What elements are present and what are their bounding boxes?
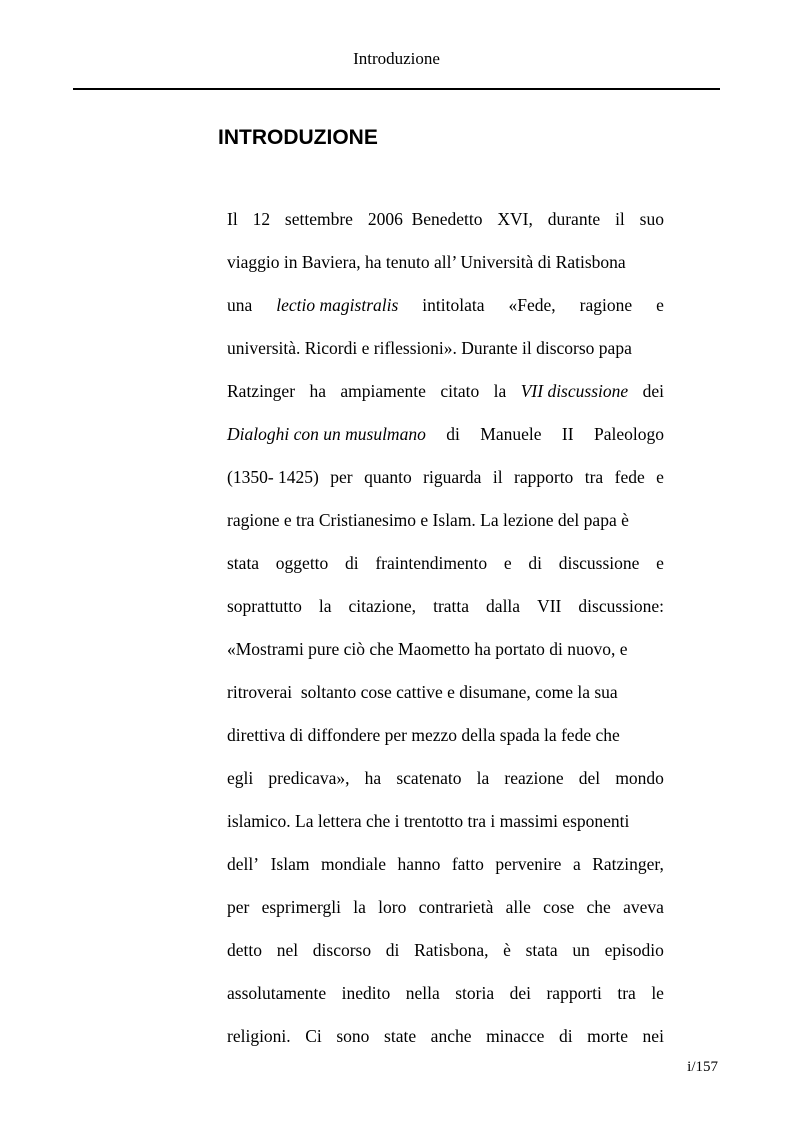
text-segment: loro	[378, 897, 407, 917]
text-line	[227, 370, 664, 413]
text-segment: 12	[252, 209, 271, 229]
text-segment: suo	[639, 209, 664, 229]
body-paragraph	[227, 198, 664, 1058]
text-segment: VII	[537, 596, 562, 616]
header-divider	[73, 88, 720, 90]
text-segment: che	[586, 897, 611, 917]
text-segment: discorso	[312, 940, 372, 960]
text-segment: citazione,	[348, 596, 417, 616]
text-segment: la	[318, 596, 332, 616]
text-segment: detto	[227, 940, 262, 960]
text-segment: ritroverai soltanto cose cattive e disumane, come la sua	[227, 682, 618, 702]
text-segment: discussione	[558, 553, 640, 573]
text-segment: mondiale	[320, 854, 387, 874]
text-segment: Paleologo	[593, 424, 664, 444]
text-segment: è	[503, 940, 511, 960]
text-segment: rapporti	[546, 983, 602, 1003]
text-segment: durante	[547, 209, 601, 229]
text-segment: Ratisbona,	[414, 940, 489, 960]
text-segment: nella	[405, 983, 440, 1003]
text-line	[227, 757, 664, 800]
text-segment: anche	[430, 1026, 472, 1046]
text-segment: Ratzinger	[227, 381, 296, 401]
text-segment: riguarda	[423, 467, 482, 487]
text-segment: reazione	[504, 768, 564, 788]
text-segment: mondo	[615, 768, 664, 788]
text-segment: esprimergli	[261, 897, 341, 917]
text-segment: ampiamente	[340, 381, 426, 401]
text-segment: «Fede,	[508, 295, 556, 315]
text-segment: di	[345, 553, 359, 573]
text-segment: e	[656, 295, 664, 315]
text-line	[227, 499, 664, 542]
chapter-title: INTRODUZIONE	[218, 126, 378, 149]
text-segment: islamico. La lettera che i trentotto tra i massimi esponenti	[227, 811, 630, 831]
text-segment: state	[384, 1026, 417, 1046]
text-line	[227, 542, 664, 585]
italic-text: lectio magistralis	[276, 295, 399, 315]
text-segment: stata	[227, 553, 260, 573]
text-line	[227, 413, 664, 456]
text-line	[227, 972, 664, 1015]
text-segment: e	[656, 553, 664, 573]
text-line	[227, 241, 664, 284]
text-segment: XVI,	[497, 209, 533, 229]
text-segment: predicava»,	[268, 768, 350, 788]
text-segment: ha	[309, 381, 326, 401]
text-segment: quanto	[364, 467, 412, 487]
text-line	[227, 714, 664, 757]
text-segment: la	[476, 768, 490, 788]
text-segment: settembre	[284, 209, 353, 229]
text-segment: ha	[364, 768, 382, 788]
text-segment: fatto	[451, 854, 484, 874]
text-segment: dei	[509, 983, 531, 1003]
text-segment: egli	[227, 768, 254, 788]
text-segment: 2006 Benedetto	[367, 209, 483, 229]
text-segment: (1350- 1425)	[227, 467, 319, 487]
text-segment: II	[561, 424, 574, 444]
text-segment: tratta	[433, 596, 470, 616]
text-segment: inedito	[341, 983, 391, 1003]
text-segment: Il	[227, 209, 238, 229]
running-header: Introduzione	[353, 49, 440, 68]
text-segment: e	[656, 467, 664, 487]
text-segment: alle	[505, 897, 531, 917]
text-segment: ragione	[579, 295, 633, 315]
text-segment: del	[578, 768, 601, 788]
text-segment: e	[503, 553, 512, 573]
text-segment: dell’	[227, 854, 260, 874]
text-segment: storia	[455, 983, 495, 1003]
text-line	[227, 456, 664, 499]
text-segment: citato	[440, 381, 480, 401]
text-segment: «Mostrami pure ciò che Maometto ha portato di nuovo, e	[227, 639, 628, 659]
text-segment: oggetto	[275, 553, 329, 573]
text-segment: dalla	[486, 596, 521, 616]
text-segment: a	[572, 854, 581, 874]
text-line	[227, 843, 664, 886]
text-segment: direttiva di diffondere per mezzo della spada la fede che	[227, 725, 620, 745]
text-segment: discussione:	[578, 596, 664, 616]
text-segment: fraintendimento	[375, 553, 488, 573]
text-segment: di	[558, 1026, 573, 1046]
text-segment: viaggio in Baviera, ha tenuto all’ Università di Ratisbona	[227, 252, 626, 272]
text-segment: per	[330, 467, 353, 487]
text-segment: scatenato	[396, 768, 462, 788]
text-segment: un	[572, 940, 590, 960]
text-line	[227, 284, 664, 327]
text-line	[227, 929, 664, 972]
text-segment: ragione e tra Cristianesimo e Islam. La lezione del papa è	[227, 510, 629, 530]
text-segment: religioni.	[227, 1026, 291, 1046]
text-segment: pervenire	[495, 854, 562, 874]
text-segment: fede	[614, 467, 645, 487]
text-segment: il	[615, 209, 625, 229]
text-line	[227, 1015, 664, 1058]
italic-text: VII discussione	[520, 381, 629, 401]
page-number: i/157	[687, 1059, 718, 1075]
text-segment: sono	[336, 1026, 370, 1046]
text-line	[227, 198, 664, 241]
text-segment: dei	[642, 381, 664, 401]
text-segment: la	[353, 897, 366, 917]
text-line	[227, 800, 664, 843]
text-segment: le	[651, 983, 664, 1003]
text-segment: Ratzinger,	[592, 854, 664, 874]
text-segment: aveva	[623, 897, 664, 917]
text-segment: morte	[587, 1026, 628, 1046]
text-segment: hanno	[397, 854, 441, 874]
text-segment: nei	[642, 1026, 664, 1046]
text-line	[227, 886, 664, 929]
text-line	[227, 585, 664, 628]
text-segment: il	[492, 467, 503, 487]
text-line	[227, 628, 664, 671]
text-segment: rapporto	[514, 467, 574, 487]
text-segment: stata	[525, 940, 558, 960]
text-segment: episodio	[604, 940, 664, 960]
text-segment: università. Ricordi e riflessioni». Durante il discorso papa	[227, 338, 632, 358]
text-segment: la	[493, 381, 507, 401]
text-segment: di	[528, 553, 542, 573]
text-segment: minacce	[486, 1026, 545, 1046]
text-segment: Ci	[305, 1026, 322, 1046]
text-segment: nel	[276, 940, 299, 960]
italic-text: Dialoghi con un musulmano	[227, 424, 426, 444]
text-segment: di	[446, 424, 460, 444]
text-segment: tra	[584, 467, 604, 487]
text-segment: Islam	[270, 854, 310, 874]
text-segment: per	[227, 897, 250, 917]
text-segment: tra	[617, 983, 636, 1003]
text-segment: soprattutto	[227, 596, 302, 616]
text-line	[227, 671, 664, 714]
text-segment: cose	[543, 897, 575, 917]
text-segment: Manuele	[480, 424, 542, 444]
text-line	[227, 327, 664, 370]
text-segment: contrarietà	[418, 897, 494, 917]
text-segment: una	[227, 295, 253, 315]
text-segment: assolutamente	[227, 983, 327, 1003]
text-segment: intitolata	[422, 295, 485, 315]
text-segment: di	[385, 940, 400, 960]
